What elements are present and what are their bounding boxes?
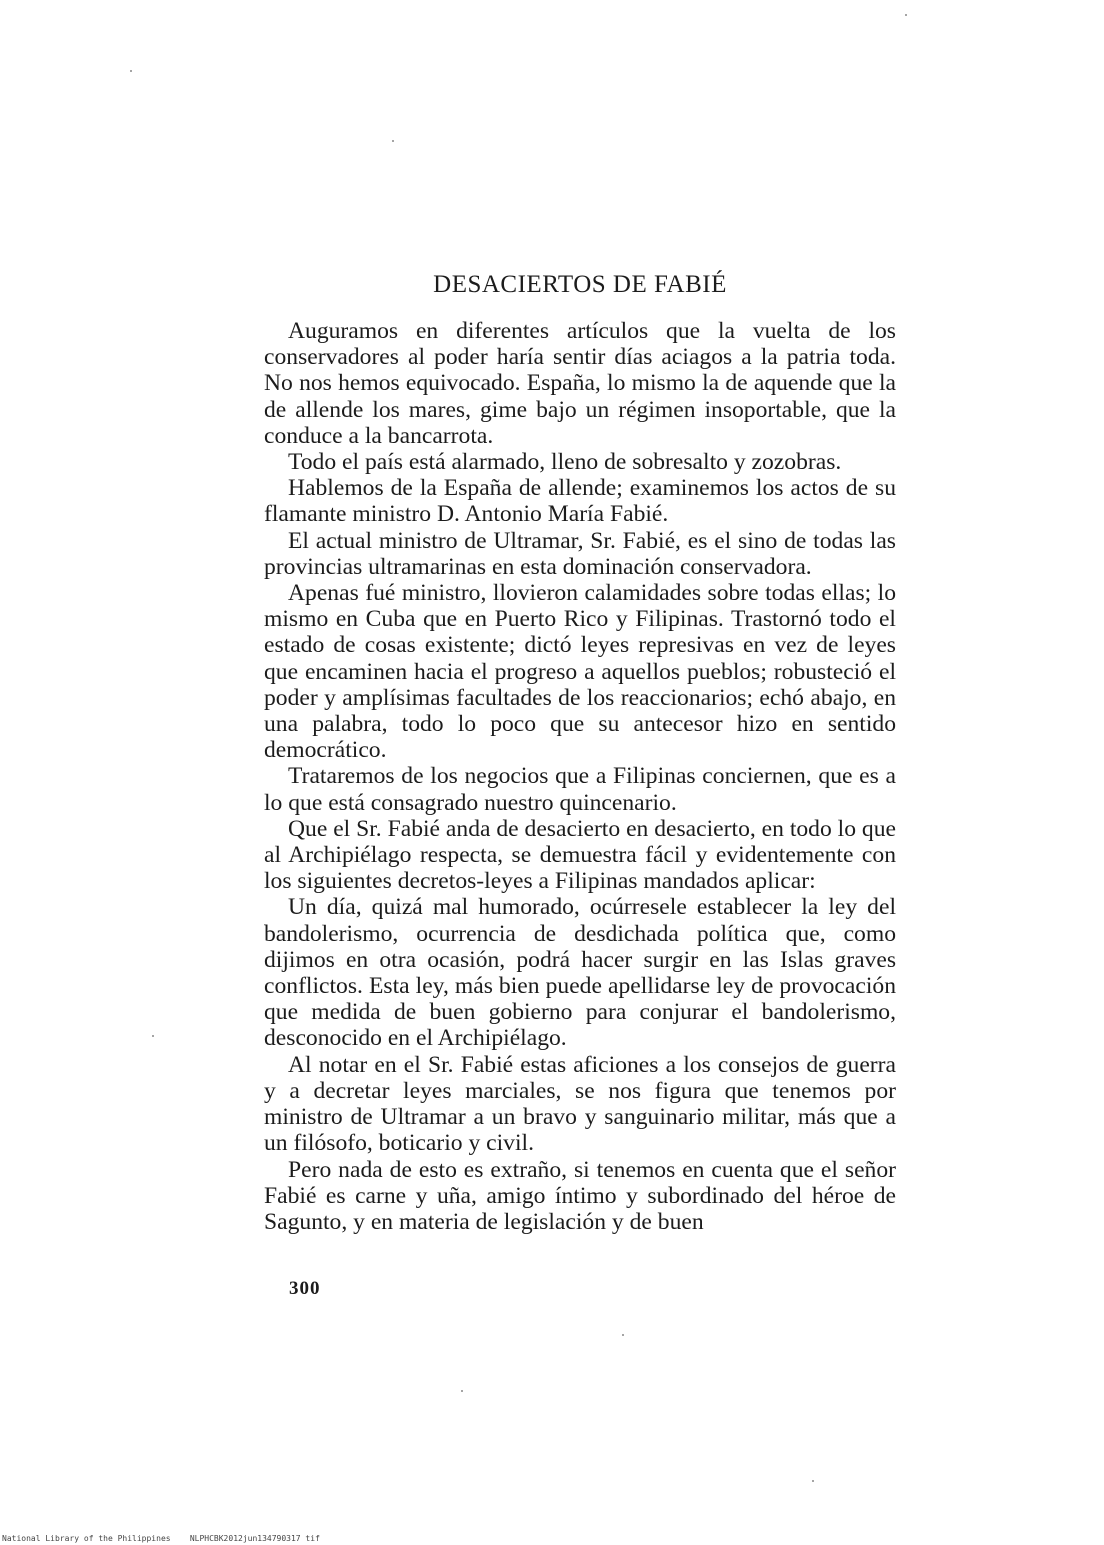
scan-footer-label: National Library of the Philippines NLPHCBK2012jun134790317 tif <box>2 1534 320 1543</box>
article-body <box>264 318 896 1235</box>
scan-speck <box>130 70 132 72</box>
scan-speck <box>392 140 394 142</box>
scan-speck <box>905 14 907 16</box>
paragraph: Al notar en el Sr. Fabié estas aficiones a los consejos de guerra y a decretar leyes marciales, se nos figura que tenemos por ministro de Ultramar a un bravo y sanguinario militar, más que a un filósofo, boticario y civil. <box>264 1051 896 1157</box>
scan-speck <box>461 1390 463 1392</box>
paragraph: Pero nada de esto es extraño, si tenemos en cuenta que el señor Fabié es carne y uña, amigo íntimo y subordinado del héroe de Sagunto, y en materia de legislación y de buen <box>264 1156 896 1235</box>
paragraph: Todo el país está alarmado, lleno de sobresalto y zozobras. <box>288 449 842 476</box>
scan-speck <box>812 1480 814 1482</box>
paragraph: Un día, quizá mal humorado, ocúrresele establecer la ley del bandolerismo, ocurrencia de desdichada política que, como dijimos en otra ocasión, podrá hacer surgir en las Islas graves conflictos. Esta ley, más bien puede apellidarse ley de provocación que medida de buen gobierno para conjurar el bandolerismo, desconocido en el Archipiélago. <box>264 894 896 1052</box>
scan-speck <box>622 1334 624 1336</box>
paragraph: Hablemos de la España de allende; examinemos los actos de su flamante ministro D. Antonio María Fabié. <box>264 475 896 528</box>
paragraph: Auguramos en diferentes artículos que la vuelta de los conservadores al poder haría sentir días aciagos a la patria toda. No nos hemos equivocado. España, lo mismo la de aquende que la de allende los mares, gime bajo un régimen insoportable, que la conduce a la bancarrota. <box>264 318 896 449</box>
page-number: 300 <box>289 1278 321 1299</box>
paragraph: Apenas fué ministro, llovieron calamidades sobre todas ellas; lo mismo en Cuba que en Puerto Rico y Filipinas. Trastornó todo el estado de cosas existente; dictó leyes represivas en vez de leyes que encaminen hacia el progreso a aquellos pueblos; robusteció el poder y amplísimas facultades de los reaccionarios; echó abajo, en una palabra, todo lo poco que su antecesor hizo en sentido democrático. <box>264 580 896 764</box>
page-title: DESACIERTOS DE FABIÉ <box>433 271 727 298</box>
scan-speck <box>152 1035 154 1037</box>
paragraph: Trataremos de los negocios que a Filipinas conciernen, que es a lo que está consagrado nuestro quincenario. <box>264 763 896 816</box>
paragraph: Que el Sr. Fabié anda de desacierto en desacierto, en todo lo que al Archipiélago respecta, se demuestra fácil y evidentemente con los siguientes decretos-leyes a Filipinas mandados aplicar: <box>264 815 896 895</box>
paragraph: El actual ministro de Ultramar, Sr. Fabié, es el sino de todas las provincias ultramarinas en esta dominación conservadora. <box>264 527 896 580</box>
